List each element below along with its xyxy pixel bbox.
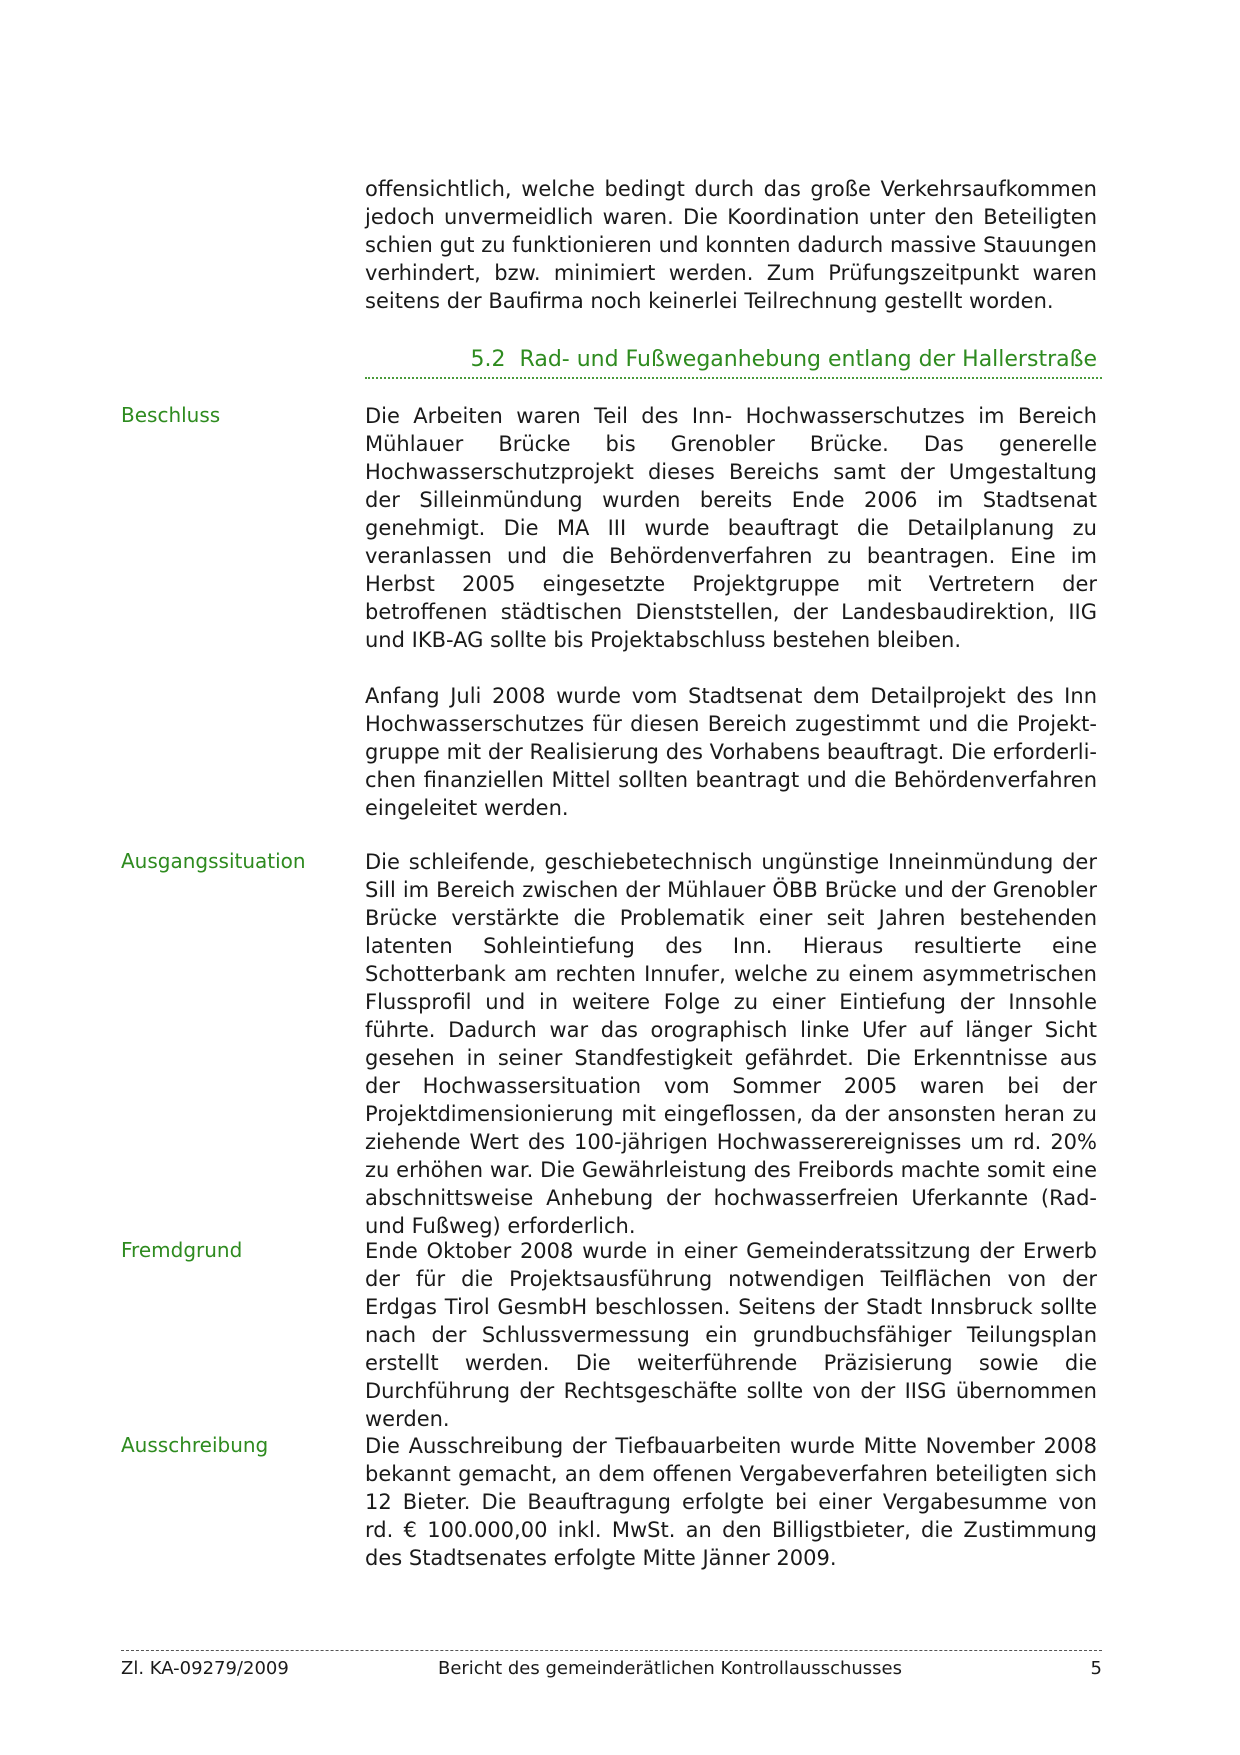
- section-heading: [365, 345, 1097, 375]
- paragraph-beschluss-2: Anfang Juli 2008 wurde vom Stadtsenat dem Detailprojekt des Inn Hochwasserschutzes für diesen Bereich zugestimmt und die Projektgruppe mit der Realisierung des Vorhabens beauftragt. Die erforderlichen finanziellen Mittel sollten beantragt und die Behördenverfahren eingeleitet werden.: [365, 684, 1097, 820]
- section-divider: [365, 377, 1102, 379]
- margin-label-ausgangssituation: Ausgangssituation: [121, 849, 306, 873]
- continuation-paragraph: offensichtlich, welche bedingt durch das große Verkehrsaufkommen jedoch unvermeidlich waren. Die Koordination unter den Beteiligten schien gut zu funktionieren und konnten dadurch massive Stauungen verhindert, bzw. minimiert werden. Zum Prüfungszeitpunkt waren seitens der Baufirma noch keinerlei Teilrechnung gestellt worden.: [365, 177, 1097, 313]
- margin-label-ausschreibung: Ausschreibung: [121, 1433, 269, 1457]
- footer-divider: [121, 1650, 1102, 1651]
- paragraph-beschluss-1: Die Arbeiten waren Teil des Inn- Hochwasserschutzes im Bereich Mühlauer Brücke bis Grenobler Brücke. Das generelle Hochwasserschutzprojekt dieses Bereichs samt der Umgestaltung der Silleinmündung wurden bereits Ende 2006 im Stadtsenat genehmigt. Die MA III wurde beauftragt die Detailplanung zu veranlassen und die Behördenverfahren zu beantragen. Eine im Herbst 2005 eingesetzte Projektgruppe mit Vertretern der betroffenen städtischen Dienststellen, der Landesbaudirektion, IIG und IKB-AG sollte bis Projektabschluss bestehen bleiben.: [365, 404, 1097, 652]
- margin-label-beschluss: Beschluss: [121, 403, 221, 427]
- section-number: 5.2: [470, 347, 506, 372]
- section-title: Rad- und Fußweganhebung entlang der Hallerstraße: [519, 347, 1097, 372]
- page-number: 5: [1090, 1658, 1102, 1679]
- paragraph-ausgangssituation: Die schleifende, geschiebetechnisch ungünstige Inneinmündung der Sill im Bereich zwischen der Mühlauer ÖBB Brücke und der Grenobler Brücke verstärkte die Problematik einer seit Jahren bestehenden latenten Sohleintiefung des Inn. Hieraus resultierte eine Schotterbank am rechten Innufer, welche zu einem asymmetrischen Flussprofil und in weitere Folge zu einer Eintiefung der Innsohle führte. Dadurch war das orographisch linke Ufer auf länger Sicht gesehen in seiner Standfestigkeit gefährdet. Die Erkenntnisse aus der Hochwassersituation vom Sommer 2005 waren bei der Projektdimensionierung mit eingeflossen, da der ansonsten heran zu ziehende Wert des 100-jährigen Hochwasserereignisses um rd. 20% zu erhöhen war. Die Gewährleistung des Freibords machte somit eine abschnittsweise Anhebung der hochwasserfreien Uferkannte (Rad- und Fußweg) erforderlich.: [365, 850, 1097, 1238]
- footer-reference: Zl. KA-09279/2009: [121, 1658, 289, 1679]
- paragraph-fremdgrund: Ende Oktober 2008 wurde in einer Gemeinderatssitzung der Erwerb der für die Projektsausführung notwendigen Teilflächen von der Erdgas Tirol GesmbH beschlossen. Seitens der Stadt Innsbruck sollte nach der Schlussvermessung ein grundbuchsfähiger Teilungsplan erstellt werden. Die weiterführende Präzisierung sowie die Durchführung der Rechtsgeschäfte sollte von der IISG übernommen werden.: [365, 1239, 1097, 1431]
- paragraph-ausschreibung: Die Ausschreibung der Tiefbauarbeiten wurde Mitte November 2008 bekannt gemacht, an dem offenen Vergabeverfahren beteiligten sich 12 Bieter. Die Beauftragung erfolgte bei einer Vergabesumme von rd. € 100.000,00 inkl. MwSt. an den Billigstbieter, die Zustimmung des Stadtsenates erfolgte Mitte Jänner 2009.: [365, 1434, 1097, 1570]
- footer-title: Bericht des gemeinderätlichen Kontrollausschusses: [437, 1658, 903, 1679]
- margin-label-fremdgrund: Fremdgrund: [121, 1238, 243, 1262]
